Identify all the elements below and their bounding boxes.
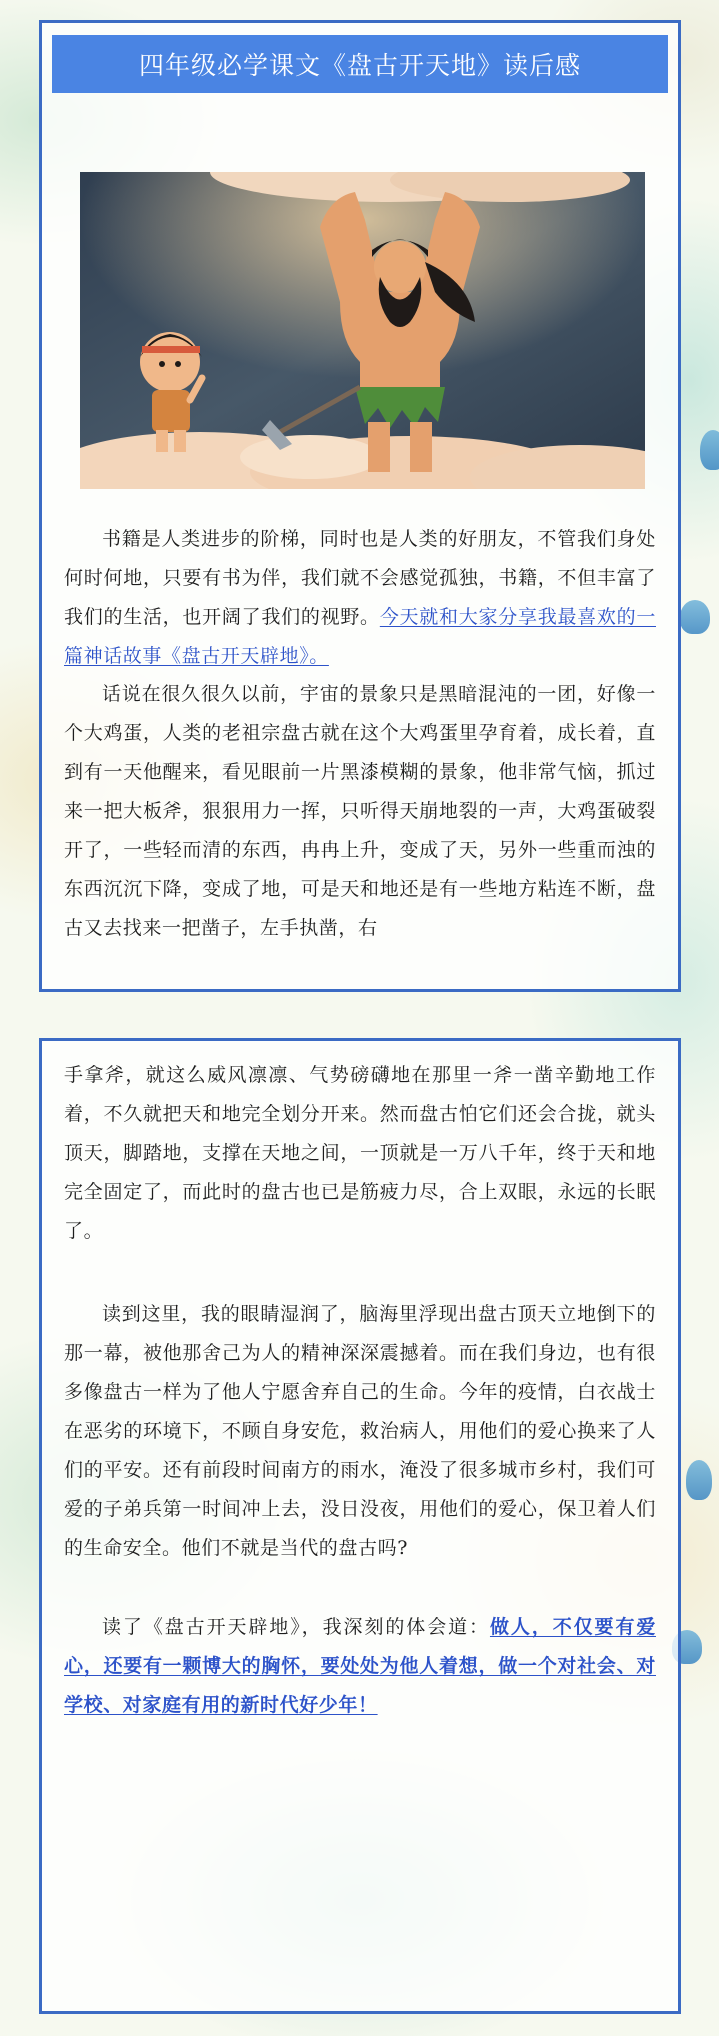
- paragraph-reflection: 读到这里，我的眼睛湿润了，脑海里浮现出盘古顶天立地倒下的那一幕，被他那舍己为人的精神深深震撼着。而在我们身边，也有很多像盘古一样为了他人宁愿舍弃自己的生命。今年的疫情，白衣战士在恶劣的环境下，不顾自身安危，救治病人，用他们的爱心换来了人们的平安。还有前段时间南方的雨水，淹没了很多城市乡村，我们可爱的子弟兵第一时间冲上去，没日没夜，用他们的爱心，保卫着人们的生命安全。他们不就是当代的盘古吗?: [64, 1303, 656, 1559]
- pangu-illustration: [80, 172, 645, 489]
- article-card-bottom: [39, 1038, 681, 2014]
- conclusion-text: 读了《盘古开天辟地》，我深刻的体会道：: [102, 1616, 490, 1638]
- article-card-top: [39, 20, 681, 992]
- flower-decoration-icon: [680, 600, 710, 634]
- page-title: 四年级必学课文《盘古开天地》读后感: [52, 35, 668, 93]
- conclusion-highlight-link[interactable]: 做人，不仅要有爱心，还要有一颗博大的胸怀，要处处为他人着想，做一个对社会、对学校、对家庭有用的新时代好少年！: [64, 1616, 656, 1716]
- paragraph-story: 话说在很久很久以前，宇宙的景象只是黑暗混沌的一团，好像一个大鸡蛋，人类的老祖宗盘古就在这个大鸡蛋里孕育着，成长着，直到有一天他醒来，看见眼前一片黑漆模糊的景象，他非常气恼，抓过来一把大板斧，狠狠用力一挥，只听得天崩地裂的一声，大鸡蛋破裂开了，一些轻而清的东西，冉冉上升，变成了天，另外一些重而浊的东西沉沉下降，变成了地，可是天和地还是有一些地方粘连不断，盘古又去找来一把凿子，左手执凿，右: [64, 683, 656, 939]
- paragraph-story-continued: 手拿斧，就这么威风凛凛、气势磅礴地在那里一斧一凿辛勤地工作着，不久就把天和地完全划分开来。然而盘古怕它们还会合拢，就头顶天，脚踏地，支撑在天地之间，一顶就是一万八千年，终于天和地完全固定了，而此时的盘古也已是筋疲力尽，合上双眼，永远的长眠了。: [64, 1064, 656, 1242]
- flower-decoration-icon: [686, 1460, 712, 1500]
- paragraph-intro: [64, 520, 656, 676]
- flower-decoration-icon: [700, 430, 719, 470]
- intro-highlight-link[interactable]: 今天就和大家分享我最喜欢的一篇神话故事《盘古开天辟地》。: [64, 606, 656, 667]
- paragraph-conclusion: [64, 1608, 656, 1725]
- paragraph-intro-text: 书籍是人类进步的阶梯，同时也是人类的好朋友，不管我们身处何时何地，只要有书为伴，我们就不会感觉孤独，书籍，不但丰富了我们的生活，也开阔了我们的视野。: [64, 528, 656, 628]
- pangu-cartoon-icon: [80, 172, 645, 489]
